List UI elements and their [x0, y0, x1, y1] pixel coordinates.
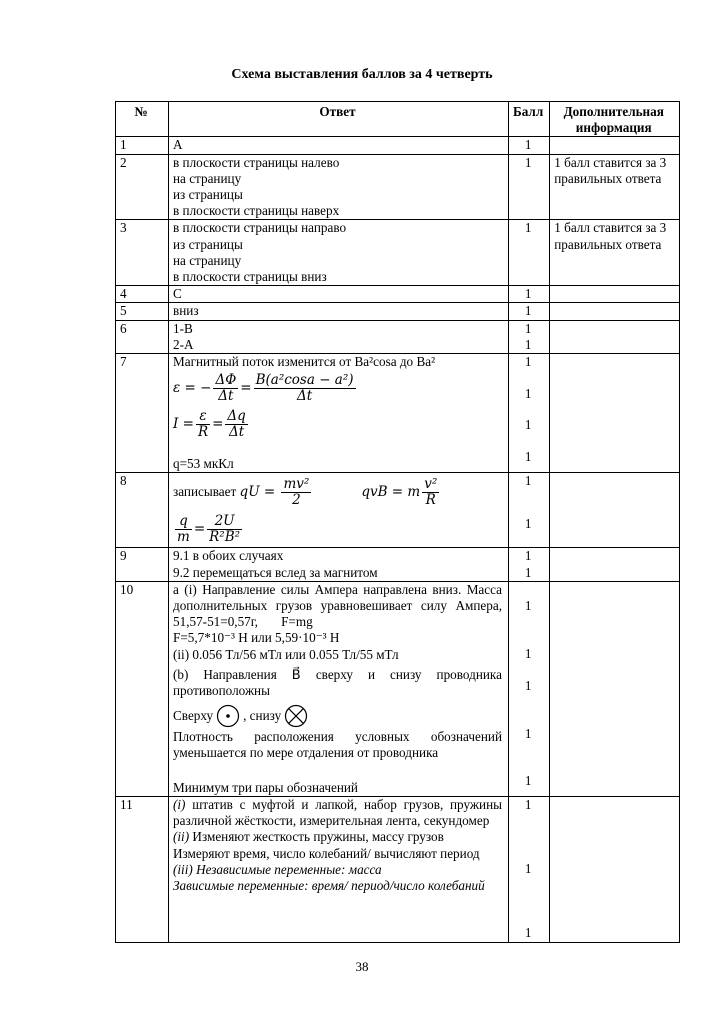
table-row [116, 220, 680, 286]
points-value: 1 [524, 678, 532, 694]
table-row [116, 154, 680, 220]
row-num: 5 [116, 303, 169, 320]
points-value: 1 [524, 597, 532, 613]
answer-text: F=mg [281, 614, 313, 630]
row-info: 1 балл ставится за 3 правильных ответа [550, 220, 680, 286]
answer-text: штатив с муфтой и лапкой, набор грузов, пружины различной жёсткости, измерительная лента, секундомер [173, 796, 502, 829]
row-points [509, 354, 550, 473]
row-answer [169, 548, 509, 581]
table-row [116, 320, 680, 353]
row-answer [169, 473, 509, 548]
ratio-formula: $\frac{q}{m}$ = $\frac{2U}{\text{R²B²}}$ [177, 512, 241, 545]
row-points [509, 137, 550, 154]
row-answer [169, 320, 509, 353]
symbols-line [173, 703, 502, 729]
table-row [116, 581, 680, 796]
points-value: 1 [524, 354, 532, 370]
points-value: 1 [524, 336, 532, 352]
points-value: 1 [524, 796, 532, 812]
row-points [509, 473, 550, 548]
row-num: 3 [116, 220, 169, 286]
row-info [550, 581, 680, 796]
answer-line: на страницу [173, 170, 242, 186]
answer-line: 9.1 в обоих случаях [173, 548, 284, 564]
points-value: 1 [524, 286, 532, 302]
row-num: 10 [116, 581, 169, 796]
row-answer [169, 796, 509, 942]
row-points [509, 303, 550, 320]
table-row [116, 548, 680, 581]
answer-paragraph: (b) Направления B⃗ сверху и снизу проводника противоположны [173, 666, 502, 699]
answer-paragraph [173, 582, 502, 631]
answer-line: в плоскости страницы вниз [173, 269, 327, 285]
answer-text: (ii) [173, 829, 190, 845]
row-answer [169, 581, 509, 796]
points-value: 1 [524, 861, 532, 877]
scoring-table [115, 101, 680, 943]
answer-line: Минимум три пары обозначений [173, 779, 358, 795]
row-num: 1 [116, 137, 169, 154]
points-value: 1 [524, 386, 532, 402]
answer-text: (i) [173, 796, 186, 812]
row-info [550, 303, 680, 320]
current-formula: I = $\frac{\varepsilon}{R}$ = $\frac{\Delta q}{\Delta t}$ [173, 407, 246, 440]
row-points [509, 220, 550, 286]
row-num: 6 [116, 320, 169, 353]
table-row [116, 473, 680, 548]
points-value: 1 [524, 473, 532, 489]
row-info [550, 796, 680, 942]
row-points [509, 154, 550, 220]
writes-label: записывает [173, 484, 237, 500]
table-row [116, 286, 680, 303]
points-value: 1 [524, 772, 532, 788]
points-value: 1 [524, 726, 532, 742]
points-value: 1 [524, 925, 532, 941]
answer-line: (ii) 0.056 Тл/56 мТл или 0.055 Тл/55 мТл [173, 646, 399, 662]
answer-text: Сверху [173, 708, 214, 724]
answer-line: в плоскости страницы налево [173, 154, 340, 170]
points-value: 1 [524, 154, 532, 170]
answer-text: , снизу [243, 708, 282, 724]
answer-paragraph [173, 797, 502, 829]
row-points [509, 286, 550, 303]
row-info [550, 286, 680, 303]
answer-line: в плоскости страницы направо [173, 220, 347, 236]
points-value: 1 [524, 646, 532, 662]
answer-paragraph [173, 829, 502, 845]
row-points [509, 548, 550, 581]
dot-out-icon [216, 704, 240, 728]
answer-line: 1-В [173, 320, 193, 336]
row-info [550, 548, 680, 581]
answer-text: Изменяют жесткость пружины, массу грузов [189, 829, 444, 845]
answer-line: из страницы [173, 187, 243, 203]
row-answer [169, 286, 509, 303]
table-row [116, 796, 680, 942]
answer-paragraph: Плотность расположения условных обозначений уменьшается по мере отдаления от проводника [173, 729, 502, 761]
row-info [550, 354, 680, 473]
row-info [550, 320, 680, 353]
header-answer: Ответ [169, 102, 509, 137]
row-info: 1 балл ставится за 3 правильных ответа [550, 154, 680, 220]
points-value: 1 [524, 564, 532, 580]
row-answer [169, 220, 509, 286]
header-points: Балл [509, 102, 550, 137]
points-value: 1 [524, 137, 532, 153]
answer-line: С [173, 286, 182, 302]
row-info [550, 473, 680, 548]
answer-paragraph: (iii) Независимые переменные: масса [173, 861, 382, 877]
row-answer [169, 303, 509, 320]
table-header-row [116, 102, 680, 137]
answer-line: А [173, 137, 183, 153]
answer-line: F=5,7*10⁻³ Н или 5,59·10⁻³ Н [173, 630, 340, 646]
row-points [509, 320, 550, 353]
row-answer [169, 354, 509, 473]
points-value: 1 [524, 220, 532, 236]
table-row [116, 303, 680, 320]
row-num: 11 [116, 796, 169, 942]
table-row [116, 137, 680, 154]
answer-paragraph: Зависимые переменные: время/ период/число колебаний [173, 877, 485, 893]
row-num: 8 [116, 473, 169, 548]
page-number: 38 [355, 959, 369, 974]
points-value: 1 [524, 320, 532, 336]
row-num: 7 [116, 354, 169, 473]
answer-text: a (i) Направление силы Ампера направлена вниз. Масса дополнительных грузов уравновешивает силу Ампера, 51,57-51=0,57г, [173, 581, 502, 630]
points-value: 1 [524, 515, 532, 531]
answer-paragraph: Измеряют время, число колебаний/ вычисляют период [173, 845, 480, 861]
row-num: 2 [116, 154, 169, 220]
header-num: № [116, 102, 169, 137]
answer-line: 2-А [173, 336, 194, 352]
cross-in-icon [284, 704, 308, 728]
spacer [173, 762, 502, 780]
points-value: 1 [524, 448, 532, 464]
points-value: 1 [524, 548, 532, 564]
answer-line: в плоскости страницы наверх [173, 203, 340, 219]
answer-line: вниз [173, 303, 199, 319]
page-title: Схема выставления баллов за 4 четверть [231, 67, 493, 82]
points-value: 1 [524, 417, 532, 433]
answer-line: q=53 мкКл [173, 456, 234, 472]
emf-formula: ε = − $\frac{\Delta\Phi}{\Delta t}$ = $\frac{\text{B(a²cosa − a²)}}{\Delta t}$ [173, 371, 354, 404]
row-num: 9 [116, 548, 169, 581]
row-info [550, 137, 680, 154]
answer-line: Магнитный поток изменится от Ba²cosa до Ba² [173, 354, 436, 370]
answer-line: из страницы [173, 236, 243, 252]
row-num: 4 [116, 286, 169, 303]
points-value: 1 [524, 303, 532, 319]
row-points [509, 796, 550, 942]
row-answer [169, 154, 509, 220]
answer-line: 9.2 перемещаться вслед за магнитом [173, 564, 378, 580]
header-info: Дополнительная информация [550, 102, 680, 137]
row-points [509, 581, 550, 796]
energy-formula: записывает qU = $\frac{\text{mv²}}{2}$ qvB = m $\frac{\text{v²}}{R}$ [173, 475, 438, 508]
table-row [116, 354, 680, 473]
spacer [173, 442, 502, 456]
row-answer [169, 137, 509, 154]
answer-line: на страницу [173, 252, 242, 268]
